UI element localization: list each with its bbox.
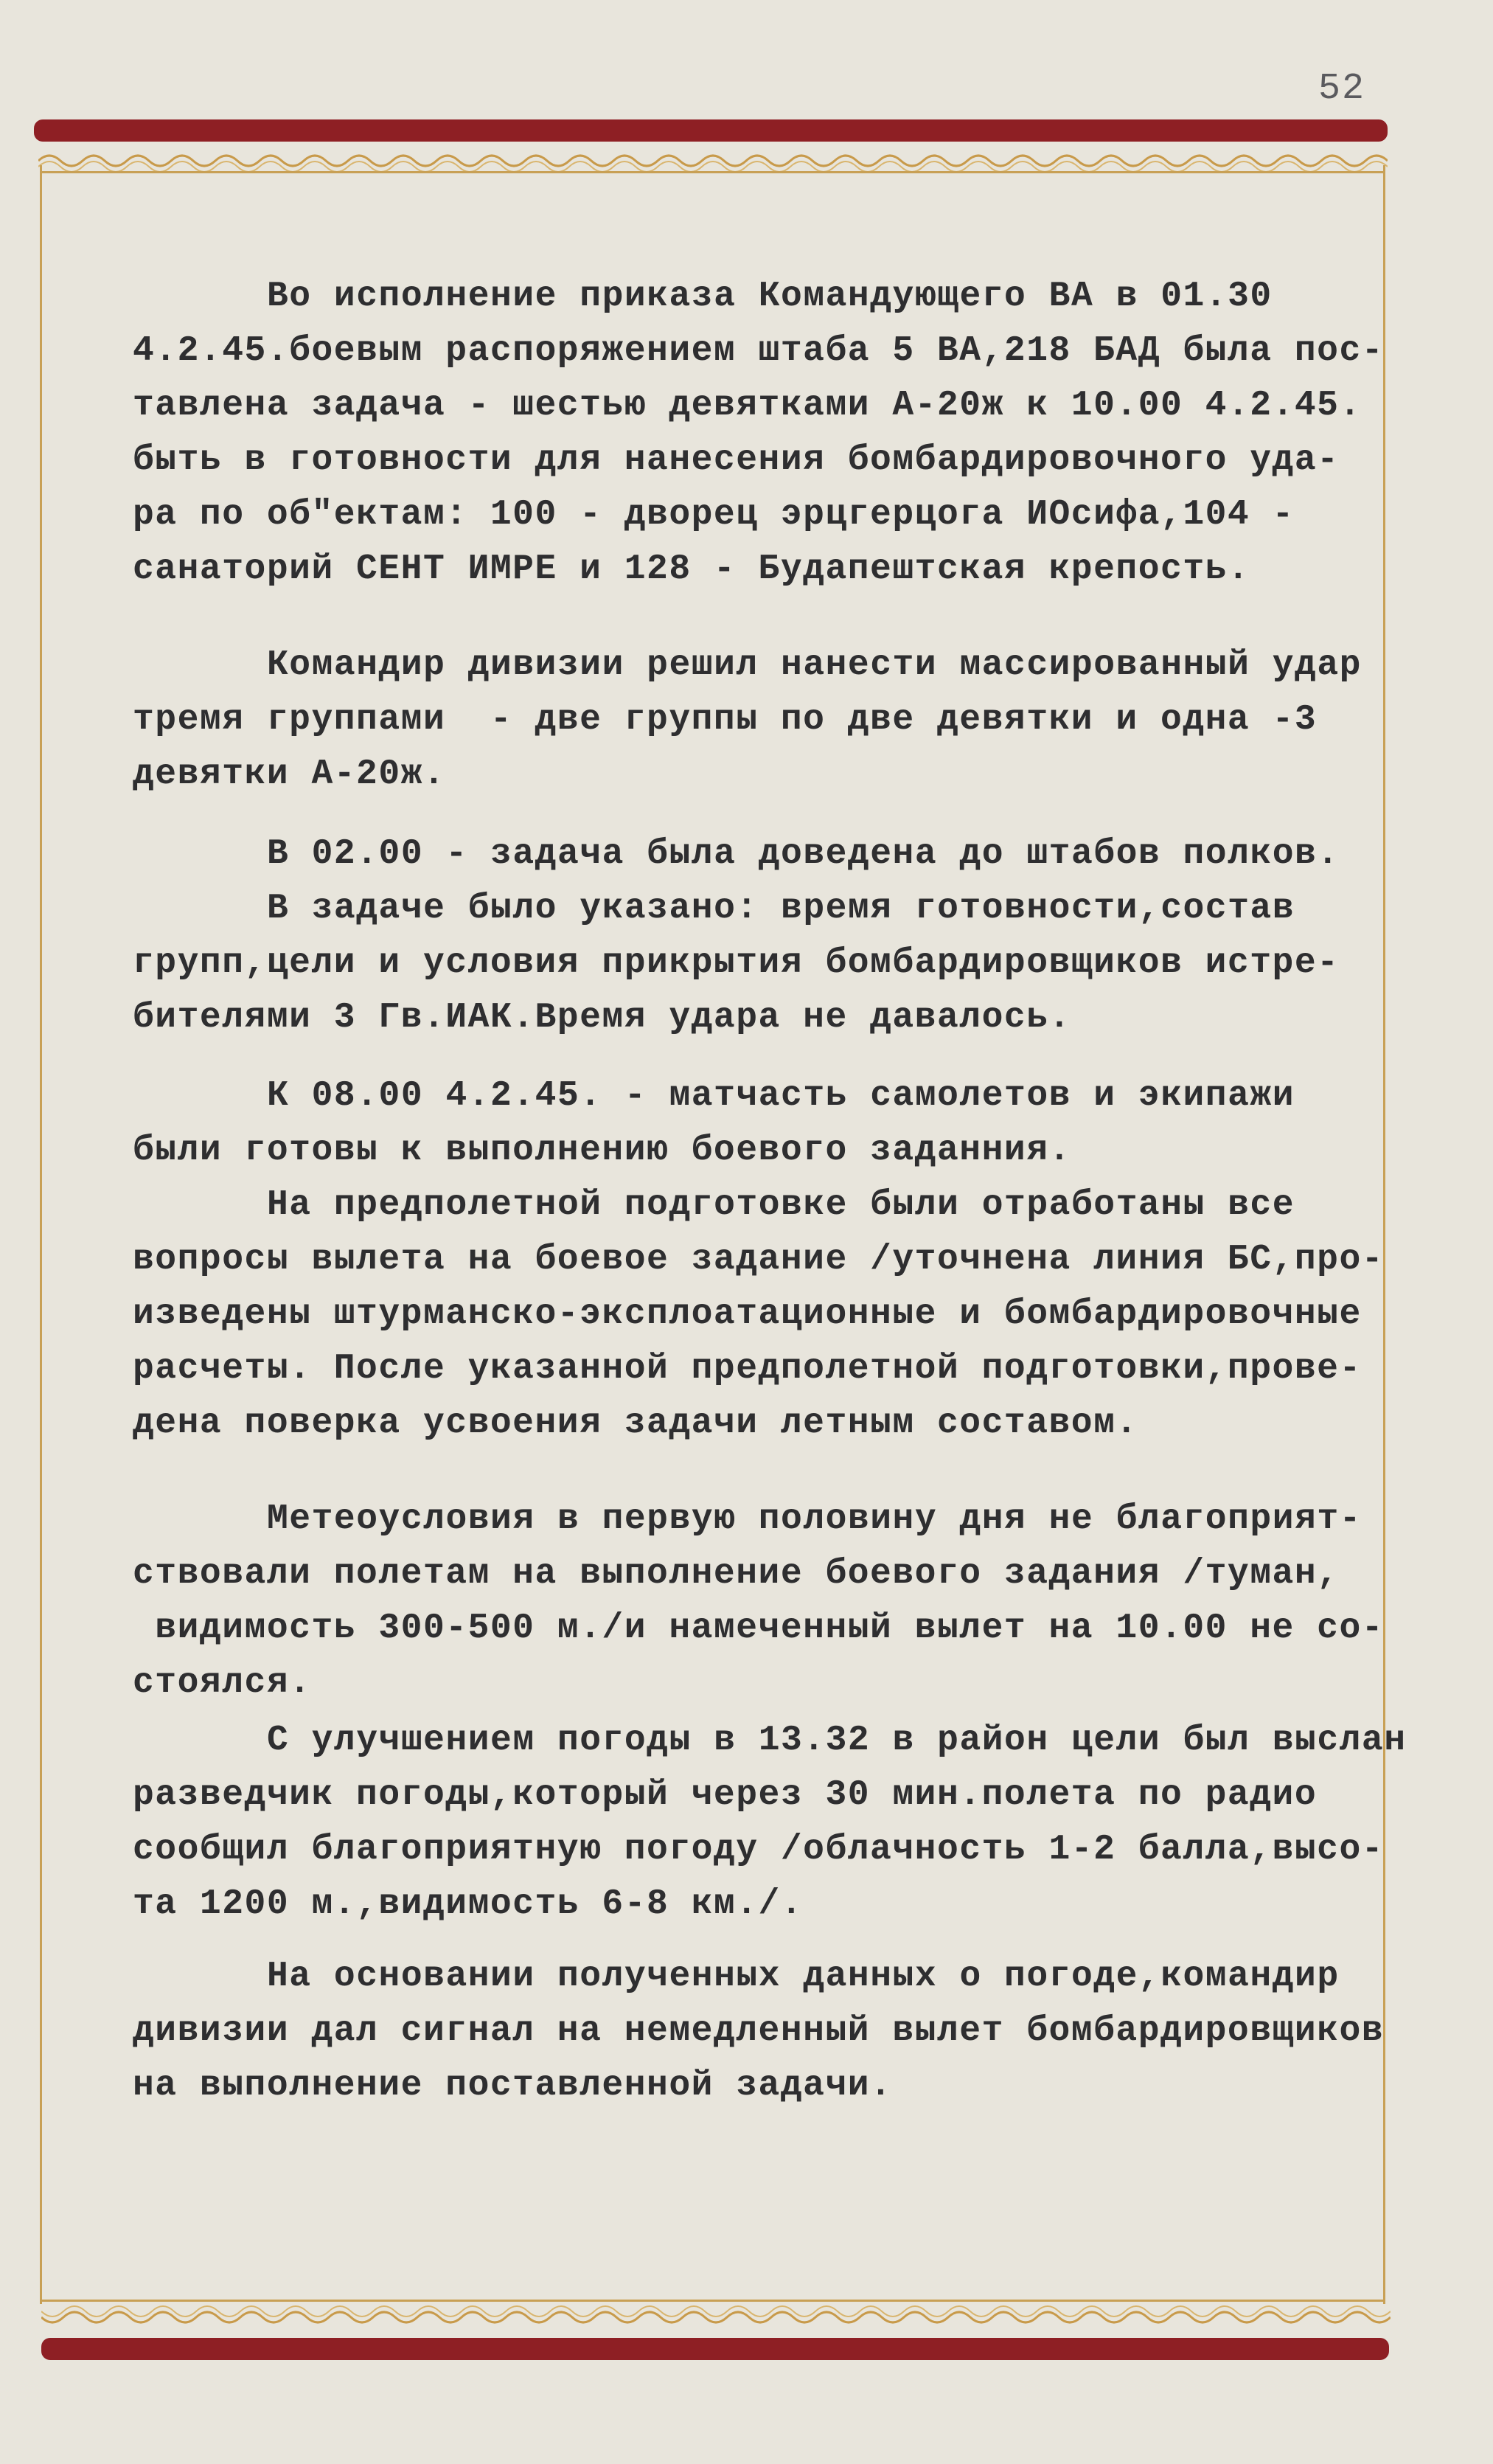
text-line: та 1200 м.,видимость 6-8 км./. <box>133 1884 804 1924</box>
text-line: дивизии дал сигнал на немедленный вылет бомбардировщиков <box>133 2011 1385 2051</box>
text-line: ра по об"ектам: 100 - дворец эрцгерцога ИОсифа,104 - <box>133 495 1295 535</box>
text-line: быть в готовности для нанесения бомбардировочного уда- <box>133 440 1340 480</box>
top-red-border <box>34 119 1388 142</box>
text-line: К 08.00 4.2.45. - матчасть самолетов и экипажи <box>267 1076 1295 1116</box>
text-line: групп,цели и условия прикрытия бомбардировщиков истре- <box>133 943 1340 983</box>
text-line: ствовали полетам на выполнение боевого задания /туман, <box>133 1554 1340 1594</box>
frame-top-line <box>40 171 1385 173</box>
text-line: тавлена задача - шестью девятками А-20ж к 10.00 4.2.45. <box>133 386 1362 426</box>
text-line: дена поверка усвоения задачи летным составом. <box>133 1403 1138 1443</box>
text-line: В 02.00 - задача была доведена до штабов полков. <box>267 834 1340 874</box>
page-number: 52 <box>1318 68 1366 110</box>
text-line: изведены штурманско-эксплоатационные и бомбардировочные <box>133 1294 1362 1334</box>
text-line: В задаче было указано: время готовности,состав <box>267 889 1295 929</box>
text-line: вопросы вылета на боевое задание /уточнена линия БС,про- <box>133 1240 1385 1280</box>
frame-bottom-line <box>40 2300 1385 2302</box>
text-line: На предполетной подготовке были отработаны все <box>267 1185 1295 1225</box>
text-line: Во исполнение приказа Командующего ВА в 01.30 <box>267 277 1273 316</box>
text-line: тремя группами - две группы по две девятки и одна -3 <box>133 700 1318 740</box>
bottom-red-border <box>41 2338 1389 2360</box>
text-line: были готовы к выполнению боевого заданния. <box>133 1131 1071 1170</box>
text-line: бителями 3 Гв.ИАК.Время удара не давалось. <box>133 998 1071 1038</box>
text-line: 4.2.45.боевым распоряжением штаба 5 ВА,218 БАД была пос- <box>133 331 1385 371</box>
text-line: видимость 300-500 м./и намеченный вылет на 10.00 не со- <box>133 1608 1385 1648</box>
frame-right-line <box>1383 165 1385 2304</box>
text-line: стоялся. <box>133 1663 312 1703</box>
text-line: сообщил благоприятную погоду /облачность 1-2 балла,высо- <box>133 1830 1385 1870</box>
frame-left-line <box>40 165 42 2304</box>
text-line: расчеты. После указанной предполетной подготовки,прове- <box>133 1349 1362 1389</box>
text-line: разведчик погоды,который через 30 мин.полета по радио <box>133 1775 1318 1815</box>
text-line: Метеоусловия в первую половину дня не благоприят- <box>267 1499 1362 1539</box>
text-line: Командир дивизии решил нанести массированный удар <box>267 645 1362 685</box>
text-line: санаторий СЕНТ ИМРЕ и 128 - Будапештская крепость. <box>133 549 1250 589</box>
text-line: девятки А-20ж. <box>133 754 446 794</box>
top-ornament-border <box>38 145 1388 174</box>
text-line: на выполнение поставленной задачи. <box>133 2066 893 2106</box>
text-line: С улучшением погоды в 13.32 в район цели был выслан <box>267 1721 1407 1760</box>
bottom-ornament-border <box>41 2304 1391 2333</box>
text-line: На основании полученных данных о погоде,командир <box>267 1957 1340 1996</box>
